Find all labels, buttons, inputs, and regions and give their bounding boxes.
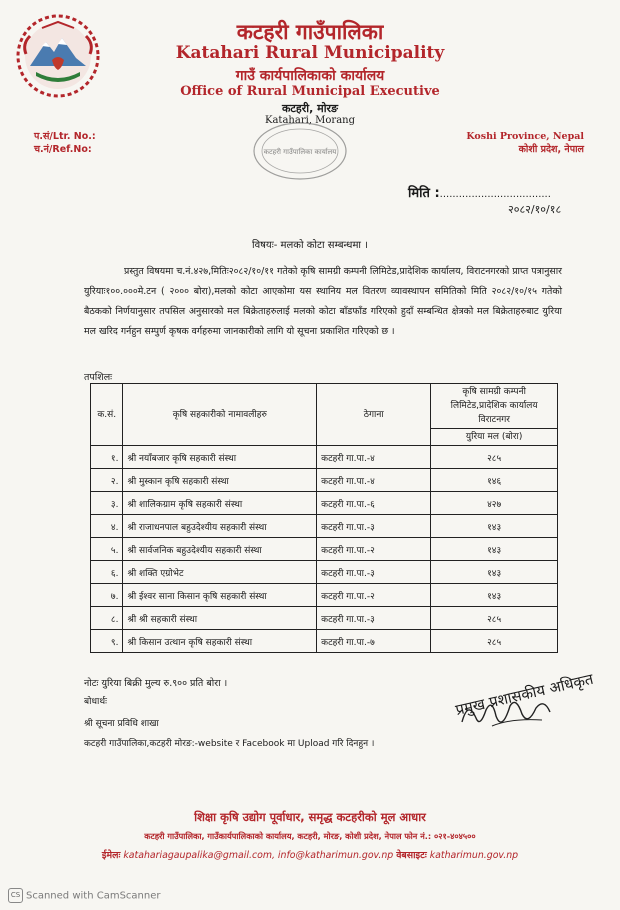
header-urea: युरिया मल (बोरा) <box>431 429 558 446</box>
row-serial: १. <box>91 446 123 469</box>
date-value: २०८२/१०/१८ <box>508 203 562 216</box>
cc-recipient: श्री सूचना प्रविधि शाखा <box>84 719 159 729</box>
price-note: नोटः युरिया बिक्री मुल्य रु.९०० प्रति बोरा । <box>84 678 228 689</box>
reference-number-label: च.नं/Ref.No: <box>34 144 92 155</box>
footer-address: कटहरी गाउँपालिका, गाउँकार्यपालिकाको कार्यालय, कटहरी, मोरङ, कोशी प्रदेश, नेपाल फोन नं.: ०२१-४०४५०० <box>144 831 476 841</box>
office-title-nepali: गाउँ कार्यपालिकाको कार्यालय <box>235 68 385 84</box>
row-address: कटहरी गा.पा.-३ <box>317 607 431 630</box>
address-english: Katahari, Morang <box>265 115 355 126</box>
allocation-table-body <box>91 446 558 653</box>
row-cooperative-name: श्री ईश्वर साना किसान कृषि सहकारी संस्था <box>123 584 317 607</box>
email-label: ईमेलः <box>101 850 121 861</box>
row-urea-quantity: १४३ <box>431 515 558 538</box>
row-urea-quantity: १४३ <box>431 538 558 561</box>
table-row <box>91 538 558 561</box>
scanner-watermark <box>8 888 161 903</box>
table-row <box>91 515 558 538</box>
camscanner-icon: CS <box>8 888 23 903</box>
municipality-title-nepali: कटहरी गाउँपालिका <box>236 20 384 44</box>
header-address: ठेगाना <box>317 384 431 446</box>
row-urea-quantity: १४३ <box>431 584 558 607</box>
row-cooperative-name: श्री सार्वजनिक बहुउदेश्यीय सहकारी संस्था <box>123 538 317 561</box>
row-address: कटहरी गा.पा.-६ <box>317 492 431 515</box>
letter-number-label: प.सं/Ltr. No.: <box>34 131 96 142</box>
province-block <box>466 130 584 156</box>
table-row <box>91 607 558 630</box>
row-address: कटहरी गा.पा.-४ <box>317 446 431 469</box>
date-row <box>408 183 551 201</box>
cc-label: बोधार्थः <box>84 697 107 707</box>
row-serial: ६. <box>91 561 123 584</box>
table-row <box>91 584 558 607</box>
row-urea-quantity: ४२७ <box>431 492 558 515</box>
row-urea-quantity: १४६ <box>431 469 558 492</box>
row-cooperative-name: श्री मुस्कान कृषि सहकारी संस्था <box>123 469 317 492</box>
subject-line: विषयः- मलको कोटा सम्बन्धमा । <box>251 240 368 251</box>
scanner-text: Scanned with CamScanner <box>26 890 161 902</box>
row-serial: ८. <box>91 607 123 630</box>
row-address: कटहरी गा.पा.-४ <box>317 469 431 492</box>
row-serial: ३. <box>91 492 123 515</box>
row-serial: २. <box>91 469 123 492</box>
cc-instruction: कटहरी गाउँपालिका,कटहरी मोरङ:-website र Facebook मा Upload गरि दिनहुन । <box>84 739 375 749</box>
table-row <box>91 630 558 653</box>
row-urea-quantity: १४३ <box>431 561 558 584</box>
table-row <box>91 561 558 584</box>
row-urea-quantity: २८५ <box>431 446 558 469</box>
row-serial: ७. <box>91 584 123 607</box>
reference-block <box>34 130 96 156</box>
website-address: katharimun.gov.np <box>429 850 519 861</box>
row-address: कटहरी गा.पा.-२ <box>317 538 431 561</box>
row-address: कटहरी गा.पा.-२ <box>317 584 431 607</box>
row-serial: ५. <box>91 538 123 561</box>
stamp-text: कटहरी गाउँपालिका कार्यालय <box>263 148 337 156</box>
row-urea-quantity: २८५ <box>431 607 558 630</box>
header-serial: क.सं. <box>91 384 123 446</box>
header-company: कृषि सामग्री कम्पनी लिमिटेड,प्रादेशिक कार्यालय विराटनगर <box>431 384 558 429</box>
row-cooperative-name: श्री शक्ति एग्रोभेट <box>123 561 317 584</box>
date-label: मिति : <box>408 186 440 201</box>
row-urea-quantity: २८५ <box>431 630 558 653</box>
row-cooperative-name: श्री राजाधनपाल बहुउदेश्यीय सहकारी संस्था <box>123 515 317 538</box>
allocation-table <box>90 383 558 653</box>
row-address: कटहरी गा.पा.-७ <box>317 630 431 653</box>
table-intro: तपशिलः <box>84 372 113 383</box>
office-title-english: Office of Rural Municipal Executive <box>180 84 440 99</box>
table-row <box>91 469 558 492</box>
website-label: वेबसाइटः <box>396 850 427 861</box>
row-cooperative-name: श्री किसान उत्थान कृषि सहकारी संस्था <box>123 630 317 653</box>
date-dots: ................................... <box>439 189 551 200</box>
office-stamp <box>244 118 356 184</box>
row-serial: ९. <box>91 630 123 653</box>
province-nepali: कोशी प्रदेश, नेपाल <box>518 144 584 155</box>
signatory-title: प्रमुख प्रशासकीय अधिकृत <box>453 669 595 720</box>
body-paragraph: प्रस्तुत विषयमा च.नं.४२७,मितिः२०८२/१०/११ गतेको कृषि सामग्री कम्पनी लिमिटेड,प्रादेशिक कार्यालय, विराटनगरको प्राप्त पत्रानुसार युरियाः१००.०००मे.टन ( २००० बोरा),मलको कोटा आएकोमा यस स्थानिय मल वितरण व्यावस्थापन समितिको मिति २०८२/१०/१५ गतेको बैठकको निर्णयानुसार तपसिल अनुसारको मल बिक्रेताहरुलाई मलको कोटा बाँडफाँड गरिएको हुदाँ सम्बन्धित क्षेत्रको मल बिक्रेताहरुबाट युरिया मल खरिद गर्नहुन सम्पुर्ण कृषक वर्गहरुमा जानकारीको लागि यो सूचना प्रकाशित गरिएको छ । <box>84 266 562 337</box>
row-address: कटहरी गा.पा.-३ <box>317 515 431 538</box>
row-cooperative-name: श्री शालिकग्राम कृषि सहकारी संस्था <box>123 492 317 515</box>
address-nepali: कटहरी, मोरङ <box>281 102 339 115</box>
row-address: कटहरी गा.पा.-३ <box>317 561 431 584</box>
footer-contacts <box>0 848 620 861</box>
header-cooperative-name: कृषि सहकारीको नामावलीहरु <box>123 384 317 446</box>
province-english: Koshi Province, Nepal <box>466 131 584 142</box>
email-addresses: katahariagaupalika@gmail.com, info@katharimun.gov.np <box>123 850 394 861</box>
row-serial: ४. <box>91 515 123 538</box>
table-row <box>91 492 558 515</box>
table-row <box>91 446 558 469</box>
row-cooperative-name: श्री श्री सहकारी संस्था <box>123 607 317 630</box>
footer-slogan: शिक्षा कृषि उद्योग पूर्वाधार, समृद्ध कटहरीको मूल आधार <box>194 810 426 824</box>
municipality-title-english: Katahari Rural Municipality <box>175 43 445 63</box>
row-cooperative-name: श्री नयाँबजार कृषि सहकारी संस्था <box>123 446 317 469</box>
